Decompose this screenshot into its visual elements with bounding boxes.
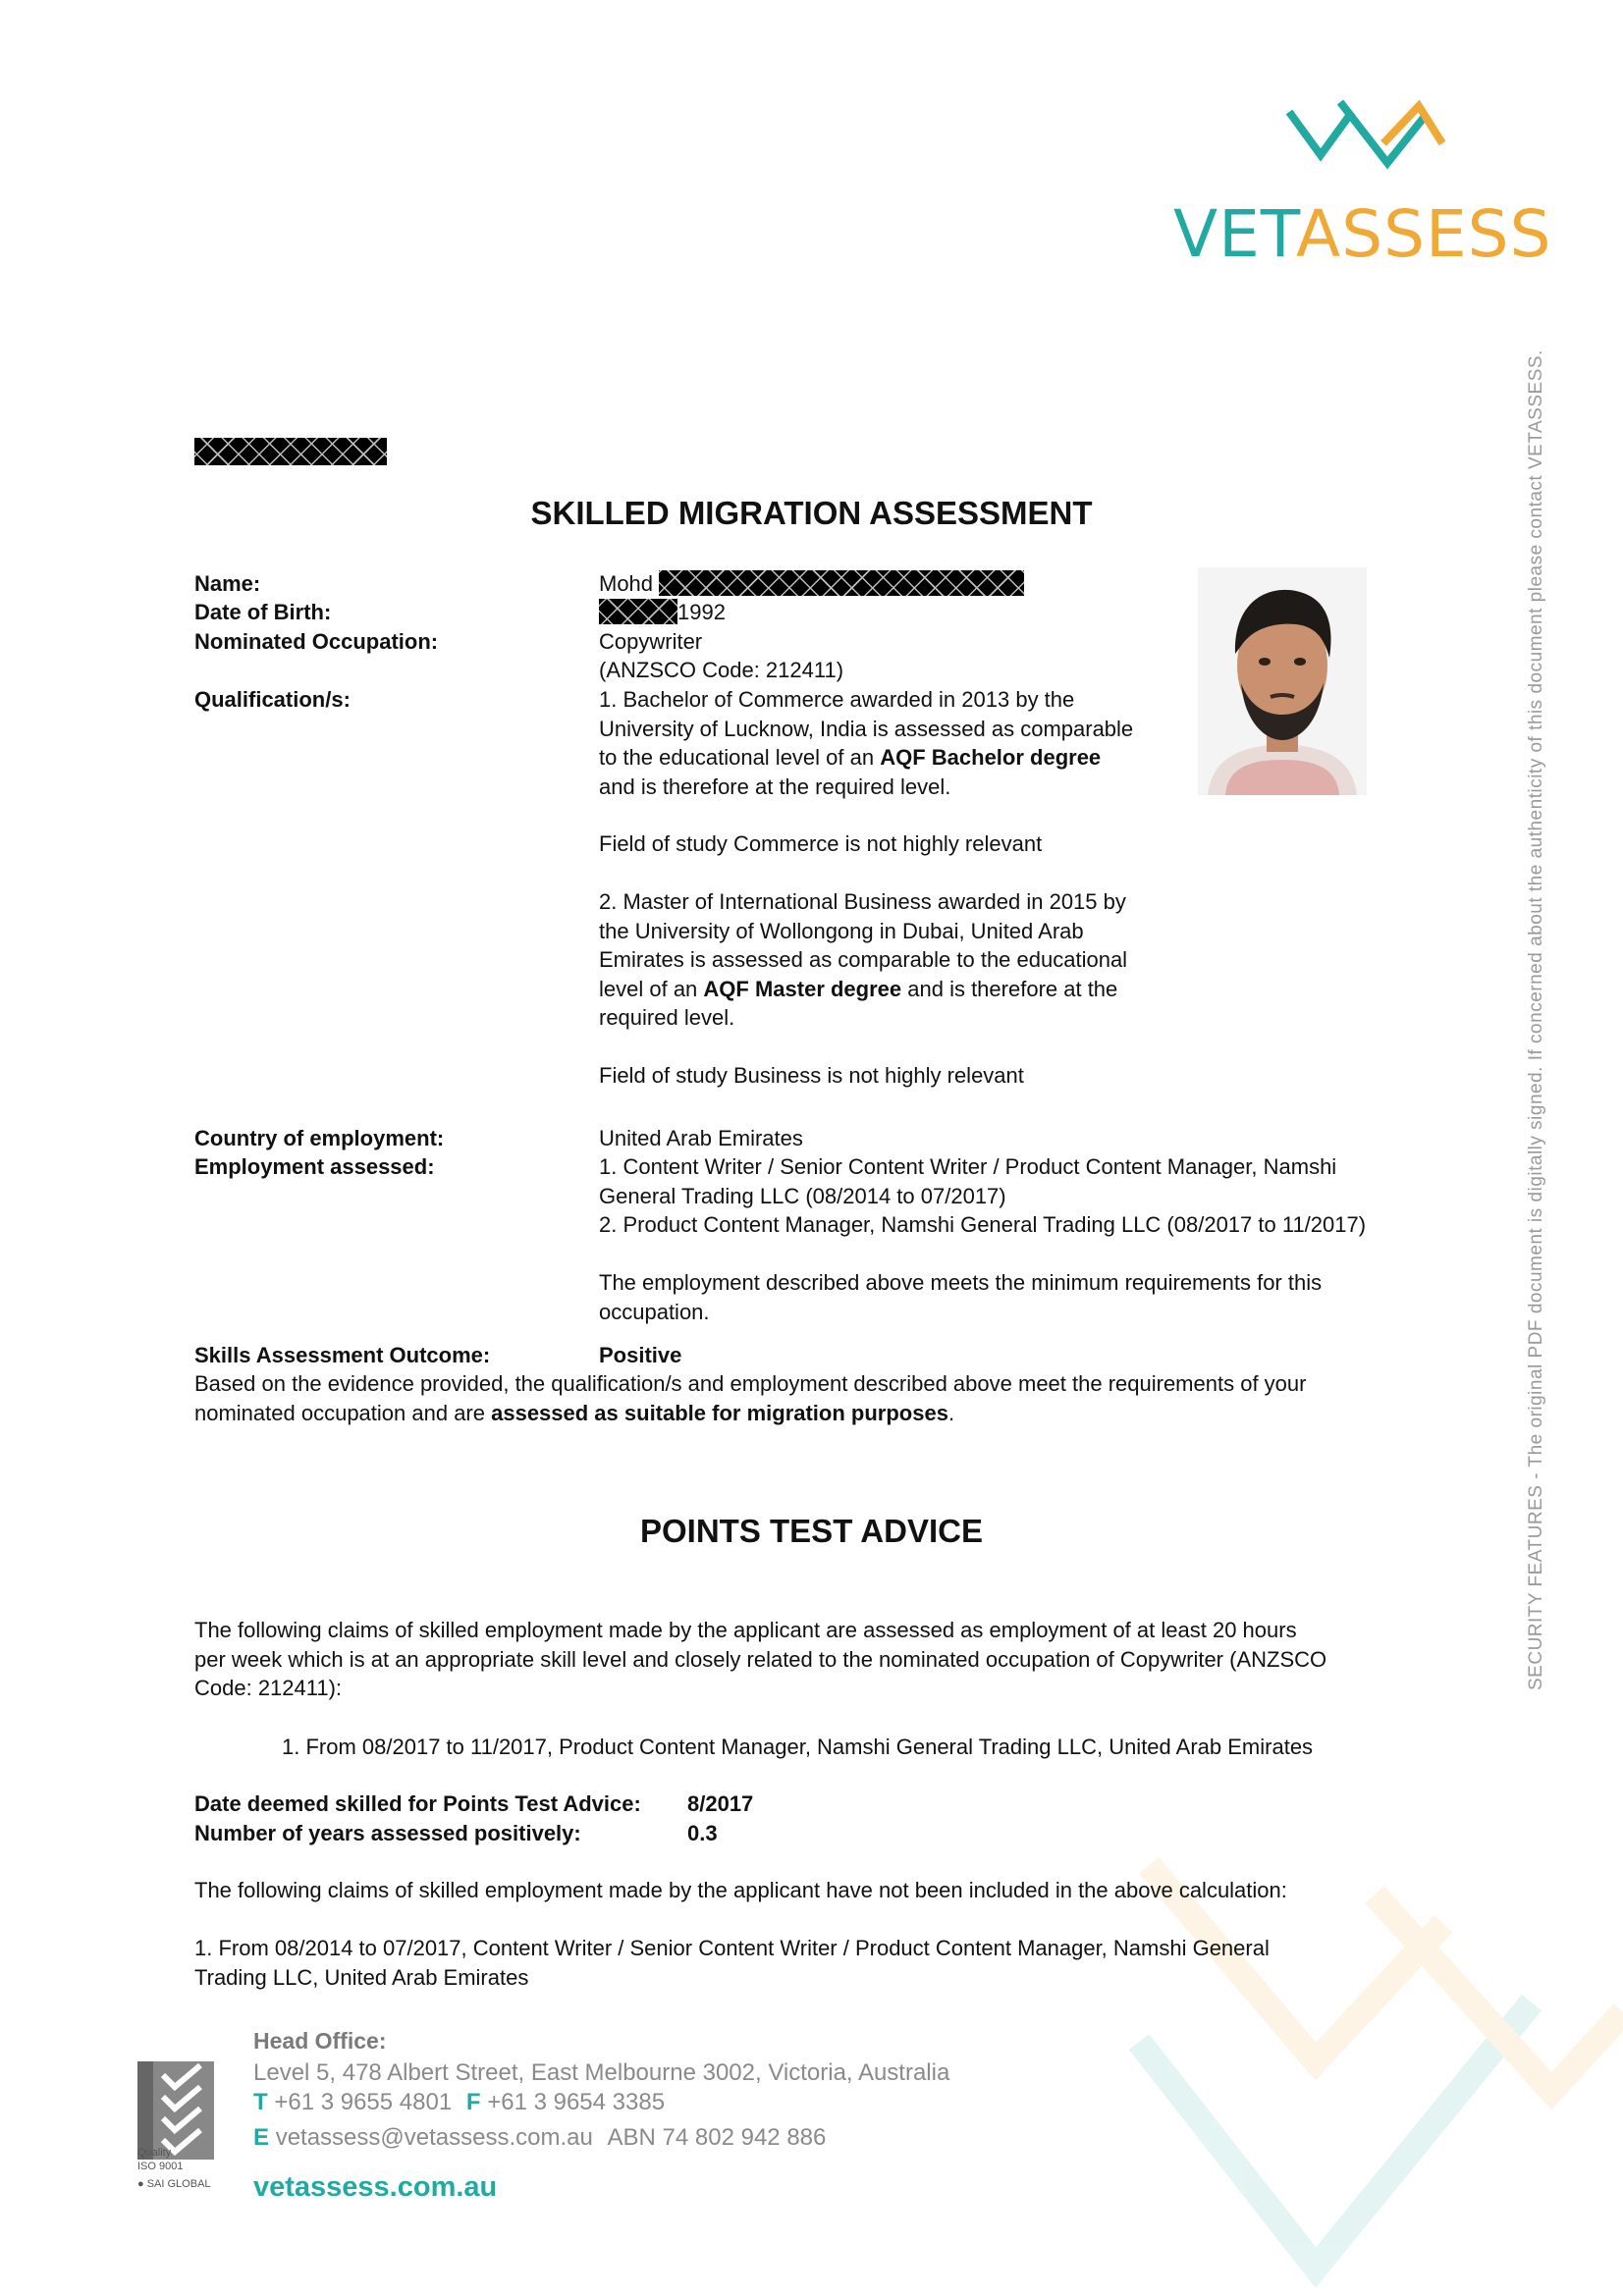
- qualification-1-field: Field of study Commerce is not highly relevant: [599, 831, 1043, 856]
- occupation-label: Nominated Occupation:: [194, 629, 439, 654]
- page-title: SKILLED MIGRATION ASSESSMENT: [530, 495, 1093, 531]
- logo-wordmark-assess: ASSESS: [1296, 196, 1552, 272]
- qualification-2-line: [599, 975, 1208, 1004]
- dob-year: 1992: [677, 600, 726, 624]
- fax-number: +61 3 9654 3385: [487, 2089, 666, 2115]
- phone-fax-line: [253, 2089, 665, 2116]
- name-label: Name:: [194, 571, 261, 596]
- points-intro: [194, 1616, 1490, 1703]
- employment-meets-line: occupation.: [599, 1299, 710, 1324]
- employment-list: [599, 1152, 1542, 1240]
- excluded-claim-line: Trading LLC, United Arab Emirates: [194, 1964, 529, 1990]
- outcome-value: Positive: [599, 1343, 682, 1367]
- redacted-dob: [599, 599, 677, 624]
- employment-item: 1. Content Writer / Senior Content Writer / Product Content Manager, Namshi: [599, 1154, 1337, 1179]
- redacted-reference: [194, 438, 387, 465]
- country-label: Country of employment:: [194, 1126, 445, 1150]
- date-skilled-value: 8/2017: [687, 1791, 754, 1816]
- points-intro-line: The following claims of skilled employment made by the applicant are assessed as employment of at least 20 hours: [194, 1618, 1297, 1642]
- qualification-1-line: and is therefore at the required level.: [599, 774, 951, 799]
- outcome-label: Skills Assessment Outcome:: [194, 1343, 491, 1367]
- logo-wordmark-vet: VET: [1173, 196, 1297, 272]
- name-first: Mohd: [599, 571, 654, 596]
- security-watermark: SECURITY FEATURES - The original PDF document is digitally signed. If concerned about the authenticity of this document please contact VETASSESS.: [1526, 349, 1546, 1690]
- dob-label: Date of Birth:: [194, 600, 332, 624]
- qualification-2: [599, 887, 1208, 1033]
- website-link[interactable]: vetassess.com.au: [253, 2171, 498, 2203]
- qualification-2-line: Emirates is assessed as comparable to the educational: [599, 947, 1128, 972]
- qualification-2-field: Field of study Business is not highly relevant: [599, 1063, 1024, 1088]
- applicant-portrait-icon: [1198, 567, 1367, 795]
- sai-global-icon: ●: [137, 2178, 144, 2190]
- cert-sai-text: SAI GLOBAL: [146, 2178, 211, 2190]
- redacted-name: [659, 570, 1024, 596]
- excluded-claim-line: 1. From 08/2014 to 07/2017, Content Writer / Senior Content Writer / Product Content Manager, Namshi General: [194, 1936, 1270, 1960]
- aqf-bachelor-degree: AQF Bachelor degree: [880, 745, 1102, 770]
- phone-number: +61 3 9655 4801: [274, 2089, 453, 2115]
- fax-letter: F: [465, 2089, 481, 2115]
- email-letter: E: [253, 2124, 270, 2151]
- years-assessed-label: Number of years assessed positively:: [194, 1821, 581, 1845]
- anzsco-code: (ANZSCO Code: 212411): [599, 658, 844, 682]
- qualification-2-text: level of an: [599, 976, 704, 1001]
- phone-letter: T: [253, 2089, 268, 2115]
- employment-item: 2. Product Content Manager, Namshi General Trading LLC (08/2017 to 11/2017): [599, 1212, 1367, 1237]
- points-claim-1: 1. From 08/2017 to 11/2017, Product Content Manager, Namshi General Trading LLC, United Arab Emirates: [282, 1735, 1314, 1759]
- date-skilled-label: Date deemed skilled for Points Test Advice:: [194, 1791, 641, 1816]
- head-office-address: Level 5, 478 Albert Street, East Melbourne 3002, Victoria, Australia: [253, 2059, 950, 2086]
- qualification-2-line: 2. Master of International Business awarded in 2015 by: [599, 889, 1126, 914]
- logo-wordmark: [1173, 196, 1552, 272]
- employment-item: General Trading LLC (08/2014 to 07/2017): [599, 1183, 1006, 1208]
- qualification-2-line: required level.: [599, 1005, 735, 1030]
- email-abn-line: [253, 2124, 826, 2152]
- vetassess-logo: [1173, 94, 1552, 272]
- qualification-2-line: the University of Wollongong in Dubai, United Arab: [599, 918, 1084, 943]
- outcome-suitable: assessed as suitable for migration purposes: [491, 1400, 948, 1425]
- email-address[interactable]: vetassess@vetassess.com.au: [275, 2124, 593, 2151]
- qualification-2-text: and is therefore at the: [901, 976, 1118, 1001]
- occupation-value: Copywriter: [599, 629, 703, 654]
- dob-value: [599, 598, 726, 627]
- excluded-claim-1: [194, 1934, 1490, 1992]
- name-value: [599, 569, 1024, 599]
- excluded-intro: The following claims of skilled employment made by the applicant have not been included in the above calculation:: [194, 1878, 1287, 1902]
- outcome-line: [194, 1399, 1471, 1428]
- qualification-1-line: University of Lucknow, India is assessed as comparable: [599, 716, 1134, 741]
- employment-meets-line: The employment described above meets the minimum requirements for this: [599, 1270, 1323, 1295]
- cert-quality: Quality: [137, 2147, 172, 2159]
- employment-assessed-label: Employment assessed:: [194, 1154, 435, 1179]
- qualification-1-text: to the educational level of an: [599, 745, 881, 770]
- qualification-label: Qualification/s:: [194, 687, 351, 712]
- outcome-line: Based on the evidence provided, the qualification/s and employment described above meet the requirements of your: [194, 1371, 1307, 1396]
- points-intro-line: Code: 212411):: [194, 1676, 343, 1700]
- cert-sai-global: [137, 2177, 211, 2191]
- abn-number: ABN 74 802 942 886: [607, 2124, 827, 2151]
- points-title: POINTS TEST ADVICE: [640, 1513, 983, 1549]
- outcome-text: .: [947, 1400, 955, 1425]
- qualification-1-line: 1. Bachelor of Commerce awarded in 2013 by the: [599, 687, 1075, 712]
- country-value: United Arab Emirates: [599, 1126, 803, 1150]
- outcome-statement: [194, 1369, 1471, 1427]
- logo-mark-icon: [1281, 94, 1537, 192]
- qualification-1: [599, 685, 1208, 801]
- employment-meets: [599, 1268, 1542, 1326]
- years-assessed-value: 0.3: [687, 1821, 718, 1845]
- head-office-label: Head Office:: [253, 2028, 387, 2054]
- applicant-photo: [1198, 567, 1367, 795]
- points-intro-line: per week which is at an appropriate skill level and closely related to the nominated occupation of Copywriter (ANZSCO: [194, 1646, 1327, 1672]
- aqf-master-degree: AQF Master degree: [703, 976, 902, 1001]
- outcome-text: nominated occupation and are: [194, 1400, 492, 1425]
- qualification-1-line: [599, 743, 1208, 773]
- cert-iso: ISO 9001: [137, 2161, 184, 2172]
